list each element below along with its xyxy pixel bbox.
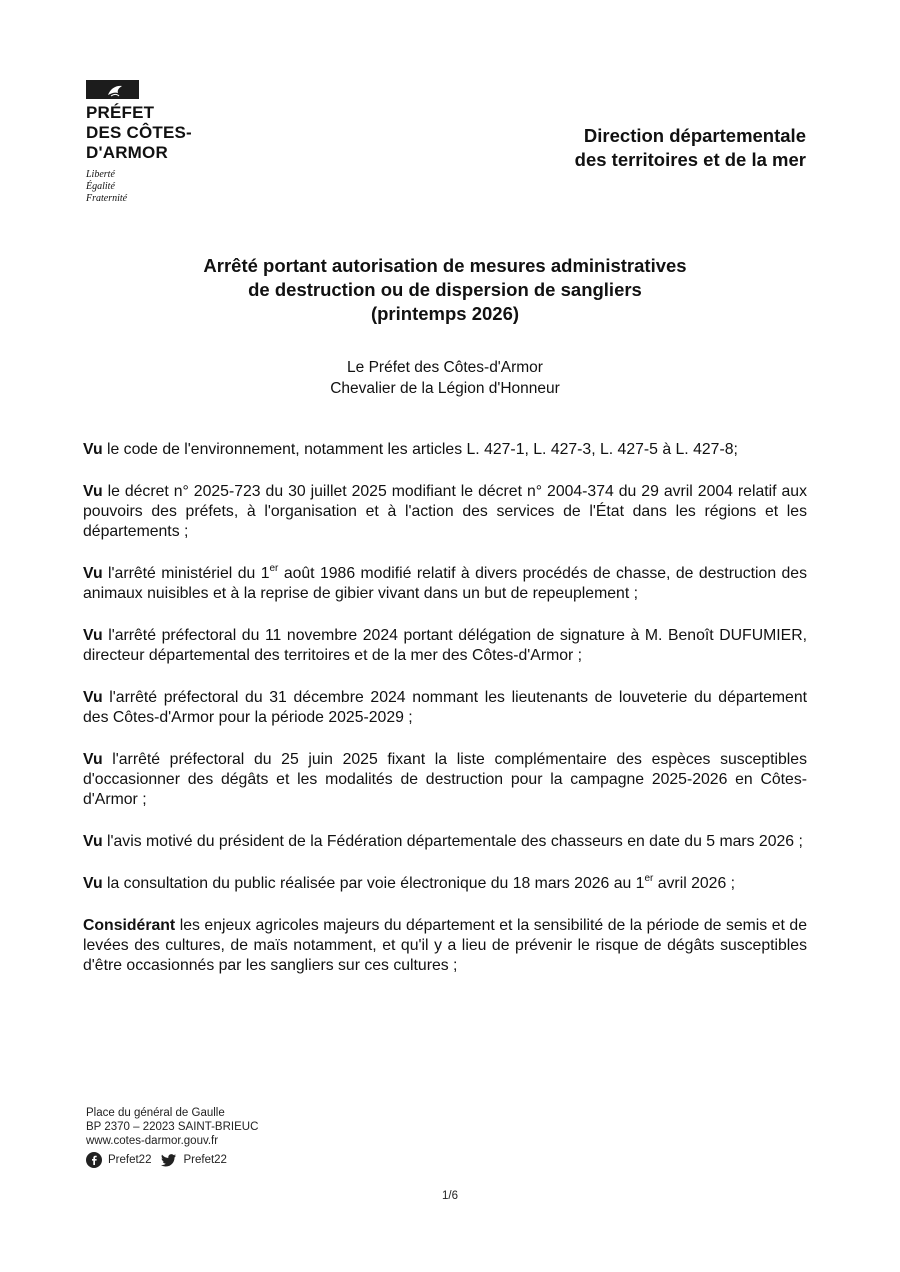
footer-address bbox=[86, 1106, 258, 1168]
ordinal-superscript: er bbox=[644, 872, 654, 884]
title-line: de destruction ou de dispersion de sangliers bbox=[248, 279, 642, 300]
facebook-icon[interactable] bbox=[86, 1152, 102, 1168]
direction-line: Direction départementale bbox=[583, 125, 806, 146]
republic-motto bbox=[86, 169, 246, 205]
address-line: Place du général de Gaulle bbox=[86, 1107, 225, 1119]
vu-paragraph bbox=[83, 564, 807, 604]
paragraph-keyword: Vu bbox=[83, 751, 103, 768]
prefet-title bbox=[86, 103, 246, 163]
motto-line: Égalité bbox=[86, 181, 115, 192]
prefet-line: D'ARMOR bbox=[86, 143, 168, 162]
prefet-line: DES CÔTES- bbox=[86, 123, 192, 142]
vu-paragraph bbox=[83, 688, 807, 728]
motto-line: Fraternité bbox=[86, 193, 128, 204]
paragraph-keyword: Vu bbox=[83, 441, 103, 458]
social-links bbox=[86, 1152, 258, 1168]
paragraph-text: les enjeux agricoles majeurs du département et la sensibilité de la période de semis et de levées des cultures, de maïs notamment, et qu'il y a lieu de prévenir le risque de dégâts susceptibles d'être occasionnés par les sangliers sur ces cultures ; bbox=[83, 917, 807, 974]
direction-line: des territoires et de la mer bbox=[574, 149, 806, 170]
vu-paragraph bbox=[83, 874, 807, 894]
vu-paragraph bbox=[83, 440, 807, 460]
decree-title bbox=[100, 254, 790, 326]
facebook-label[interactable]: Prefet22 bbox=[108, 1154, 152, 1166]
paragraph-text: l'arrêté préfectoral du 25 juin 2025 fixant la liste complémentaire des espèces susceptibles d'occasionner des dégâts et les modalités de destruction pour la campagne 2025-2026 en Côtes-d'Armor ; bbox=[83, 751, 807, 808]
paragraph-keyword: Vu bbox=[83, 627, 103, 644]
paragraph-keyword: Vu bbox=[83, 689, 103, 706]
issuing-direction bbox=[575, 124, 806, 172]
paragraph-text: l'arrêté préfectoral du 31 décembre 2024 nommant les lieutenants de louveterie du département des Côtes-d'Armor pour la période 2025-2029 ; bbox=[83, 689, 807, 726]
title-line: (printemps 2026) bbox=[370, 303, 520, 324]
twitter-icon[interactable] bbox=[161, 1152, 177, 1168]
marianne-logo-icon bbox=[86, 80, 139, 99]
considerant-paragraph bbox=[83, 916, 807, 976]
page-number: 1/6 bbox=[442, 1190, 458, 1202]
title-line: Arrêté portant autorisation de mesures administratives bbox=[203, 255, 687, 276]
paragraph-text-continued: août 1986 modifié relatif à divers procédés de chasse, de destruction des animaux nuisibles et à la reprise de gibier vivant dans un but de repeuplement ; bbox=[83, 565, 807, 602]
paragraph-text-continued: avril 2026 ; bbox=[653, 875, 736, 892]
vu-paragraph bbox=[83, 626, 807, 666]
motto-line: Liberté bbox=[86, 169, 115, 180]
paragraph-keyword: Considérant bbox=[83, 917, 176, 934]
vu-paragraph bbox=[83, 482, 807, 542]
twitter-label[interactable]: Prefet22 bbox=[183, 1154, 227, 1166]
paragraph-text: l'avis motivé du président de la Fédération départementale des chasseurs en date du 5 mars 2026 ; bbox=[102, 833, 803, 850]
paragraph-keyword: Vu bbox=[83, 565, 103, 582]
vu-paragraph bbox=[83, 832, 807, 852]
decree-body bbox=[83, 440, 807, 998]
prefet-logo-block bbox=[86, 80, 246, 205]
paragraph-keyword: Vu bbox=[83, 483, 103, 500]
paragraph-text: la consultation du public réalisée par voie électronique du 18 mars 2026 au 1 bbox=[102, 875, 645, 892]
paragraph-text: le décret n° 2025-723 du 30 juillet 2025 modifiant le décret n° 2004-374 du 29 avril 2004 relatif aux pouvoirs des préfets, à l'organisation et à l'action des services de l'État dans les régions et les départements ; bbox=[83, 483, 807, 540]
signatory-line: Le Préfet des Côtes-d'Armor bbox=[347, 359, 543, 376]
paragraph-text: le code de l'environnement, notamment les articles L. 427-1, L. 427-3, L. 427-5 à L. 427-8; bbox=[102, 441, 738, 458]
vu-paragraph bbox=[83, 750, 807, 810]
address-line: BP 2370 – 22023 SAINT-BRIEUC bbox=[86, 1121, 259, 1133]
signatory-line: Chevalier de la Légion d'Honneur bbox=[330, 380, 560, 397]
website-link[interactable]: www.cotes-darmor.gouv.fr bbox=[86, 1135, 219, 1147]
paragraph-keyword: Vu bbox=[83, 833, 103, 850]
prefet-line: PRÉFET bbox=[86, 103, 155, 122]
signatory-block bbox=[100, 357, 790, 399]
paragraph-keyword: Vu bbox=[83, 875, 103, 892]
paragraph-text: l'arrêté préfectoral du 11 novembre 2024 portant délégation de signature à M. Benoît DUFUMIER, directeur départemental des territoires et de la mer des Côtes-d'Armor ; bbox=[83, 627, 807, 664]
ordinal-superscript: er bbox=[269, 562, 279, 574]
paragraph-text: l'arrêté ministériel du 1 bbox=[102, 565, 270, 582]
